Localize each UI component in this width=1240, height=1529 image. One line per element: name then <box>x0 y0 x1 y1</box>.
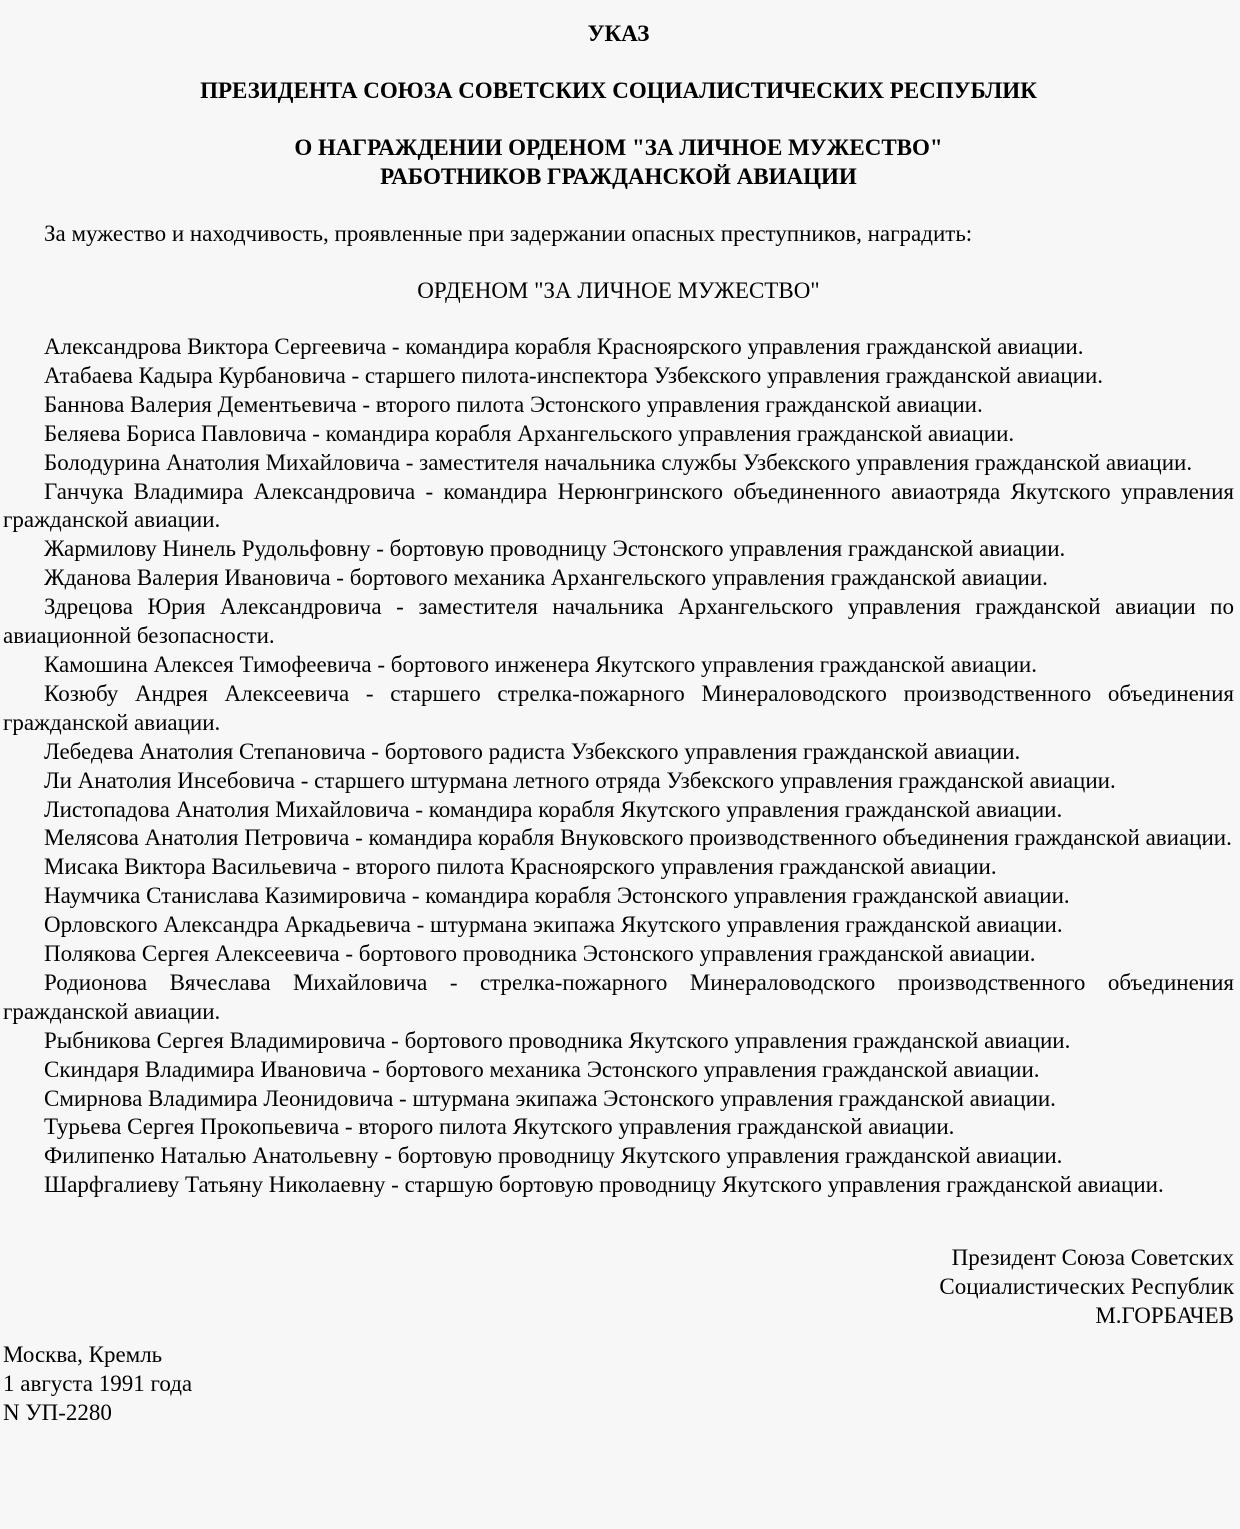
signature-title-line-1: Президент Союза Советских <box>951 1245 1234 1271</box>
awardee-item: Беляева Бориса Павловича - командира корабля Архангельского управления гражданской авиации. <box>44 420 1015 446</box>
order-name: ОРДЕНОМ "ЗА ЛИЧНОЕ МУЖЕСТВО" <box>417 278 820 303</box>
awardee-item: Родионова Вячеслава Михайловича - стрелка-пожарного Минераловодского производственного объединения гражданской авиации. <box>3 969 1234 1024</box>
awardee-item: Здрецова Юрия Александровича - заместителя начальника Архангельского управления гражданской авиации по авиационной безопасности. <box>3 594 1234 649</box>
awardee-item: Баннова Валерия Дементьевича - второго пилота Эстонского управления гражданской авиации. <box>44 391 983 417</box>
awardee-item: Козюбу Андрея Алексеевича - старшего стрелка-пожарного Минераловодского производственного объединения гражданской авиации. <box>3 680 1234 735</box>
awardee-item: Турьева Сергея Прокопьевича - второго пилота Якутского управления гражданской авиации. <box>44 1114 955 1140</box>
place: Москва, Кремль <box>3 1342 163 1368</box>
signature-title-line-2: Социалистических Республик <box>939 1274 1234 1300</box>
signature-name: М.ГОРБАЧЕВ <box>1095 1303 1234 1329</box>
awardee-item: Полякова Сергея Алексеевича - бортового проводника Эстонского управления гражданской авиации. <box>44 941 1036 967</box>
subject-title <box>3 133 1234 191</box>
decree-document <box>0 19 1240 1529</box>
awardee-item: Атабаева Кадыра Курбановича - старшего пилота-инспектора Узбекского управления гражданской авиации. <box>44 362 1103 388</box>
awardee-item: Орловского Александра Аркадьевича - штурмана экипажа Якутского управления гражданской авиации. <box>44 912 1063 938</box>
awardee-item: Болодурина Анатолия Михайловича - заместителя начальника службы Узбекского управления гражданской авиации. <box>44 449 1193 475</box>
issuer-title: ПРЕЗИДЕНТА СОЮЗА СОВЕТСКИХ СОЦИАЛИСТИЧЕСКИХ РЕСПУБЛИК <box>200 78 1037 103</box>
decree-title: УКАЗ <box>587 21 650 46</box>
document-header <box>3 19 1234 191</box>
awardee-item: Филипенко Наталью Анатольевну - бортовую проводницу Якутского управления гражданской авиации. <box>44 1143 1063 1169</box>
awardee-item: Ли Анатолия Инсебовича - старшего штурмана летного отряда Узбекского управления гражданской авиации. <box>44 767 1116 793</box>
signature-block <box>3 1243 1234 1330</box>
awardee-item: Листопадова Анатолия Михайловича - командира корабля Якутского управления гражданской авиации. <box>44 796 1063 822</box>
awardee-item: Мелясова Анатолия Петровича - командира корабля Внуковского производственного объединения гражданской авиации. <box>44 825 1232 851</box>
awardee-list <box>3 333 1234 1200</box>
awardee-item: Александрова Виктора Сергеевича - командира корабля Красноярского управления гражданской авиации. <box>44 334 1084 359</box>
awardee-item: Наумчика Станислава Казимировича - командира корабля Эстонского управления гражданской авиации. <box>44 883 1070 909</box>
awardee-item: Мисака Виктора Васильевича - второго пилота Красноярского управления гражданской авиации. <box>44 854 997 880</box>
awardee-item: Камошина Алексея Тимофеевича - бортового инженера Якутского управления гражданской авиации. <box>44 651 1037 677</box>
subject-line-1: О НАГРАЖДЕНИИ ОРДЕНОМ "ЗА ЛИЧНОЕ МУЖЕСТВО" <box>294 135 943 160</box>
awardee-item: Лебедева Анатолия Степановича - бортового радиста Узбекского управления гражданской авиации. <box>44 738 1021 764</box>
awardee-item: Ганчука Владимира Александровича - командира Нерюнгринского объединенного авиаотряда Якутского управления гражданской авиации. <box>3 478 1234 533</box>
preamble-text: За мужество и находчивость, проявленные при задержании опасных преступников, наградить: <box>44 221 973 246</box>
date: 1 августа 1991 года <box>3 1371 193 1397</box>
subject-line-2: РАБОТНИКОВ ГРАЖДАНСКОЙ АВИАЦИИ <box>380 164 857 189</box>
awardee-item: Смирнова Владимира Леонидовича - штурмана экипажа Эстонского управления гражданской авиации. <box>44 1085 1056 1111</box>
awardee-item: Скиндаря Владимира Ивановича - бортового механика Эстонского управления гражданской авиации. <box>44 1056 1040 1082</box>
decree-number: N УП-2280 <box>3 1400 112 1426</box>
awardee-item: Жданова Валерия Ивановича - бортового механика Архангельского управления гражданской авиации. <box>44 565 1048 591</box>
awardee-item: Жармилову Нинель Рудольфовну - бортовую проводницу Эстонского управления гражданской авиации. <box>44 536 1066 562</box>
awardee-item: Шарфгалиеву Татьяну Николаевну - старшую бортовую проводницу Якутского управления гражданской авиации. <box>44 1172 1164 1198</box>
place-date-block <box>3 1340 1234 1427</box>
awardee-item: Рыбникова Сергея Владимировича - бортового проводника Якутского управления гражданской авиации. <box>44 1027 1071 1053</box>
